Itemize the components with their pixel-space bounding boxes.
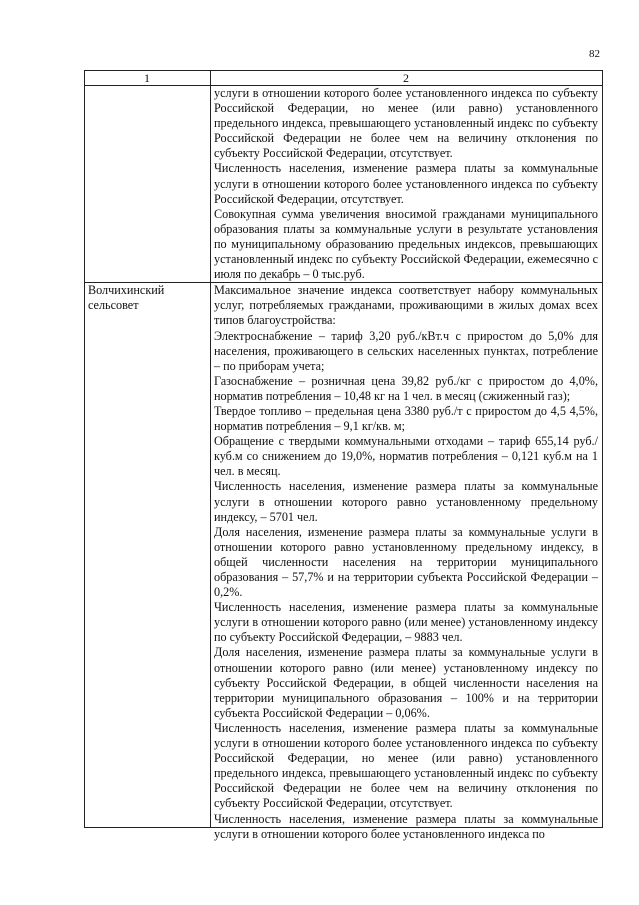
paragraph: Численность населения, изменение размера платы за коммунальные услуги в отношении которого более установленного индекса по: [214, 811, 598, 841]
document-table: [84, 70, 603, 841]
row-content-cell: [211, 283, 603, 841]
paragraph: Доля населения, изменение размера платы за коммунальные услуги в отношении которого равно установленному предельному индексу, в общей численности населения на территории муниципального образования – 57,7% и на территории субъекта Российской Федерации – 0,2%.: [214, 524, 598, 600]
paragraph: Максимальное значение индекса соответствует набору коммунальных услуг, потребляемых гражданами, проживающими в жилых домах всех типов благоустройства:: [214, 283, 598, 328]
paragraph: Совокупная сумма увеличения вносимой гражданами муниципального образования платы за коммунальные услуги в результате установления по муниципальному образованию предельных индексов, превышающих установленный индекс по субъекту Российской Федерации, ежемесячно с июля по декабрь – 0 тыс.руб.: [214, 206, 598, 282]
paragraph: Электроснабжение – тариф 3,20 руб./кВт.ч с приростом до 5,0% для населения, проживающего в сельских населенных пунктах, потребление – по приборам учета;: [214, 328, 598, 373]
row-label-cell: Волчихинский сельсовет: [85, 283, 211, 827]
paragraph: Обращение с твердыми коммунальными отходами – тариф 655,14 руб./куб.м со снижением до 19,0%, норматив потребления – 0,121 куб.м на 1 чел. в месяц.: [214, 434, 598, 479]
paragraph: Численность населения, изменение размера платы за коммунальные услуги в отношении которого более установленного индекса по субъекту Российской Федерации, отсутствует.: [214, 161, 598, 206]
table-row: [85, 86, 603, 283]
table-row: [85, 283, 603, 827]
paragraph: Численность населения, изменение размера платы за коммунальные услуги в отношении которого более установленного индекса по субъекту Российской Федерации, но менее (или равно) установленного предельного индекса, превышающего установленный индекс по субъекту Российской Федерации не более чем на величину отклонения по субъекту Российской Федерации, отсутствует.: [214, 720, 598, 811]
column-header-1: 1: [85, 71, 211, 86]
column-header-2: 2: [211, 71, 603, 86]
header-row: [85, 71, 603, 86]
paragraph: услуги в отношении которого более установленного индекса по субъекту Российской Федерации, но менее (или равно) установленного предельного индекса, превышающего установленный индекс по субъекту Российской Федерации не более чем на величину отклонения по субъекту Российской Федерации, отсутствует.: [214, 86, 598, 161]
paragraph: Численность населения, изменение размера платы за коммунальные услуги в отношении которого равно установленному предельному индексу, – 5701 чел.: [214, 479, 598, 524]
row-label-cell: [85, 86, 211, 283]
paragraph: Газоснабжение – розничная цена 39,82 руб./кг с приростом до 4,0%, норматив потребления – 10,48 кг на 1 чел. в месяц (сжиженный газ);: [214, 373, 598, 403]
paragraph: Доля населения, изменение размера платы за коммунальные услуги в отношении которого равно (или менее) установленному индексу по субъекту Российской Федерации, в общей численности населения на территории муниципального образования – 100% и на территории субъекта Российской Федерации – 0,06%.: [214, 645, 598, 720]
paragraph: Численность населения, изменение размера платы за коммунальные услуги в отношении которого равно (или менее) установленному индексу по субъекту Российской Федерации, – 9883 чел.: [214, 600, 598, 645]
page-number: 82: [589, 48, 600, 60]
paragraph: Твердое топливо – предельная цена 3380 руб./т с приростом до 4,5 4,5%, норматив потребления – 9,1 кг/кв. м;: [214, 403, 598, 434]
row-content-cell: [211, 86, 603, 283]
